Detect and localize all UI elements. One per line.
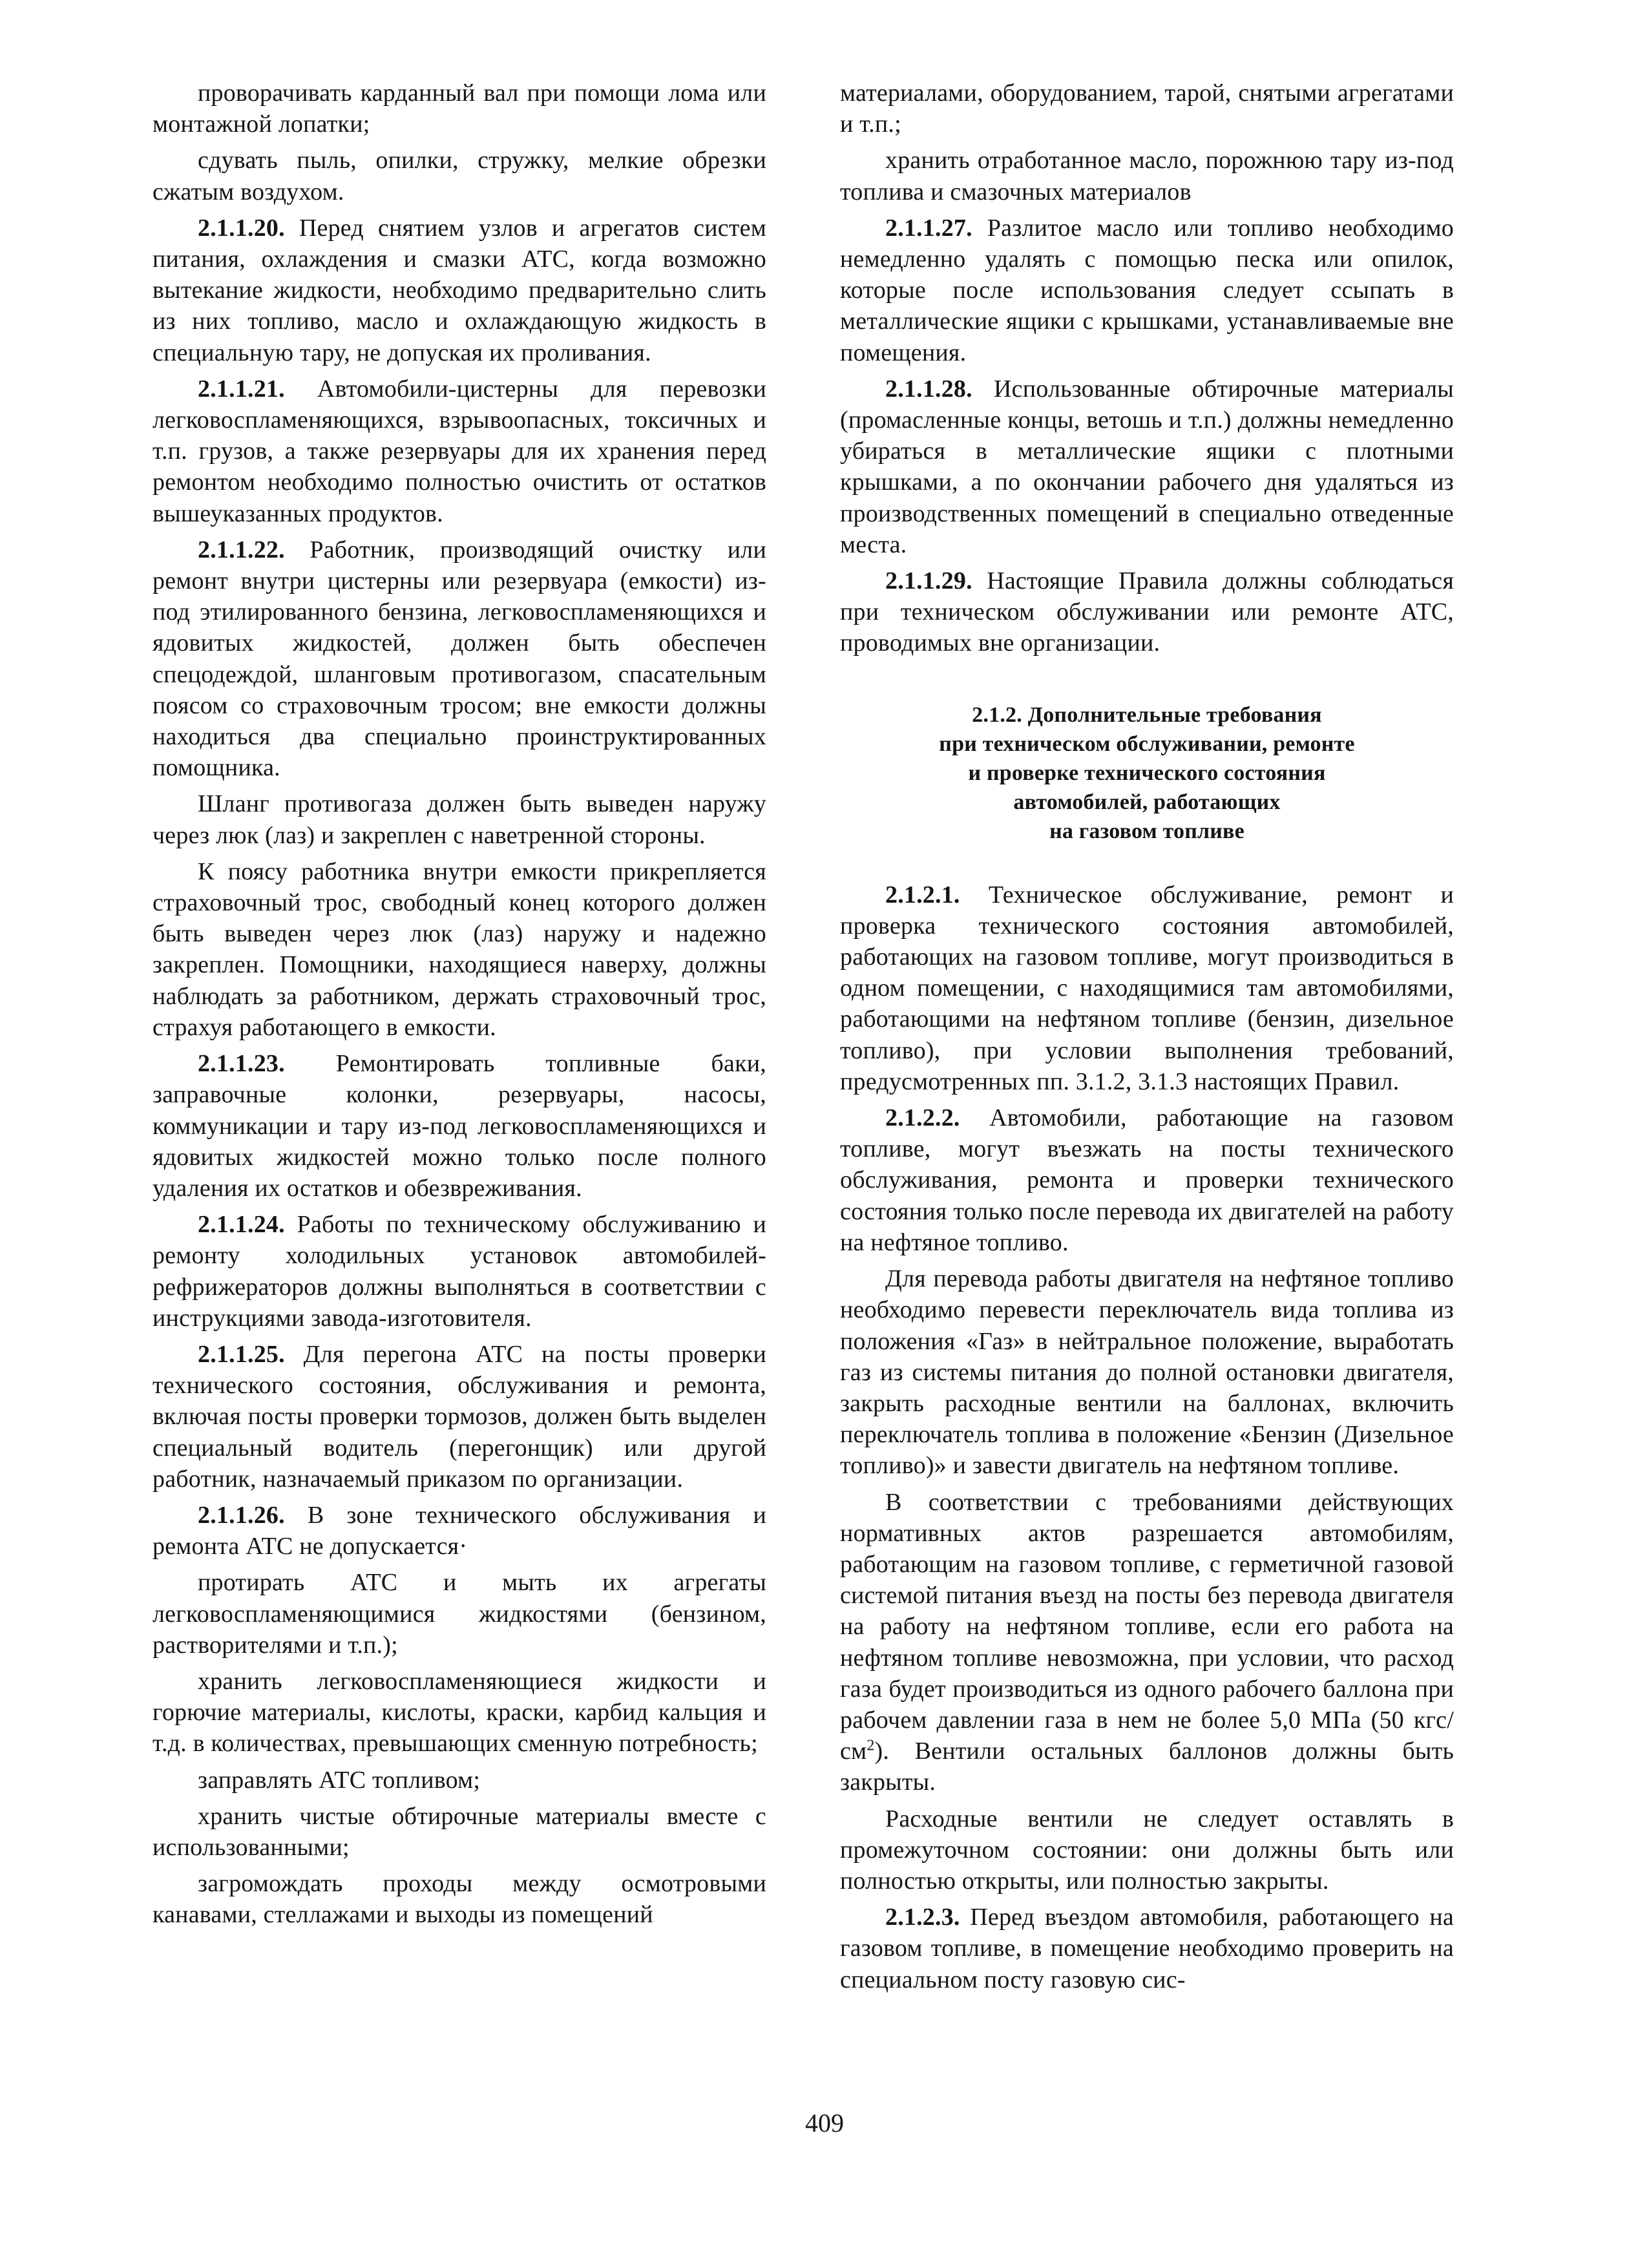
paragraph-text: Разлитое масло или топливо необходимо немедленно удалять с помощью песка или опилок, которые после использования следует ссыпать в металлические ящики с крышками, устанавливаемые вне помещения. <box>840 214 1454 366</box>
paragraph <box>152 213 766 368</box>
paragraph <box>840 1902 1454 1995</box>
paragraph <box>840 78 1454 140</box>
clause-number: 2.1.1.24. <box>198 1211 285 1239</box>
paragraph <box>152 145 766 207</box>
paragraph-text: проворачивать карданный вал при помощи лома или монтажной лопатки; <box>152 79 766 138</box>
clause-number: 2.1.1.25. <box>198 1340 285 1368</box>
paragraph <box>152 1209 766 1334</box>
paragraph <box>152 1765 766 1796</box>
paragraph-text: Расходные вентили не следует оставлять в промежуточном состоянии: они должны быть или полностью открыты, или полностью закрыты. <box>840 1805 1454 1895</box>
paragraph <box>152 1666 766 1759</box>
left-column <box>152 78 766 1931</box>
paragraph-text: Работник, производящий очистку или ремонт внутри цистерны или резервуара (емкости) из-под этилированного бензина, легковоспламеняющихся и ядовитых жидкостей, должен быть обеспечен спецодеждой, шланговым противогазом, спасательным поясом со страховочным тросом; вне емкости должны находиться два специально проинструктированных помощника. <box>152 536 766 782</box>
clause-number: 2.1.1.20. <box>198 214 285 242</box>
paragraph-text: Работы по техническому обслуживанию и ремонту холодильных установок автомобилей-рефрижераторов должны выполняться в соответствии с инструкциями завода-изготовителя. <box>152 1211 766 1332</box>
right-column <box>840 78 1454 1995</box>
paragraph <box>152 78 766 140</box>
paragraph <box>840 565 1454 659</box>
clause-number: 2.1.1.29. <box>885 567 972 595</box>
paragraph <box>152 1048 766 1204</box>
paragraph <box>152 788 766 850</box>
paragraph-text: сдувать пыль, опилки, стружку, мелкие обрезки сжатым воздухом. <box>152 147 766 205</box>
paragraph-text: загромождать проходы между осмотровыми канавами, стеллажами и выходы из помещений <box>152 1870 766 1929</box>
paragraph-text: хранить чистые обтирочные материалы вместе с использованными; <box>152 1802 766 1861</box>
paragraph-text: В соответствии с требованиями действующих нормативных актов разрешается автомобилям, работающим на газовом топливе, с герметичной газовой системой питания въезд на посты без перевода двигателя на работу на нефтяном топливе, если его работа на нефтяном топливе невозможна, при условии, что расход газа будет производиться из одного рабочего баллона при рабочем давлении газа в нем не более 5,0 МПа (50 кгс/см <box>840 1488 1454 1765</box>
paragraph-text: Для перегона АТС на посты проверки технического состояния, обслуживания и ремонта, включая посты проверки тормозов, должен быть выделен специальный водитель (перегонщик) или другой работник, назначаемый приказом по организации. <box>152 1340 766 1493</box>
paragraph <box>840 1102 1454 1258</box>
clause-number: 2.1.2.3. <box>885 1904 960 1931</box>
clause-number: 2.1.1.21. <box>198 375 285 403</box>
clause-number: 2.1.1.22. <box>198 536 285 563</box>
page-number: 409 <box>805 2108 844 2137</box>
right-column-bottom <box>840 879 1454 1995</box>
section-heading-line: автомобилей, работающих <box>1013 790 1281 814</box>
paragraph-text: заправлять АТС топливом; <box>198 1766 481 1794</box>
clause-number: 2.1.2.1. <box>885 881 960 908</box>
clause-number: 2.1.1.28. <box>885 375 972 403</box>
paragraph <box>840 1487 1454 1798</box>
paragraph-text: Шланг противогаза должен быть выведен наружу через люк (лаз) и закреплен с наветренной стороны. <box>152 790 766 849</box>
paragraph-text: Перед снятием узлов и агрегатов систем питания, охлаждения и смазки АТС, когда возможно вытекание жидкости, необходимо предварительно слить из них топливо, масло и охлаждающую жидкость в специальную тару, не допуская их проливания. <box>152 214 766 366</box>
paragraph-text: Настоящие Правила должны соблюдаться при техническом обслуживании или ремонте АТС, проводимых вне организации. <box>840 567 1454 657</box>
paragraph-text: К поясу работника внутри емкости прикрепляется страховочный трос, свободный конец которого должен быть выведен через люк (лаз) наружу и надежно закреплен. Помощники, находящиеся наверху, должны наблюдать за работником, держать страховочный трос, страхуя работающего в емкости. <box>152 857 766 1041</box>
section-heading-line: 2.1.2. Дополнительные требования <box>972 702 1322 727</box>
clause-number: 2.1.1.26. <box>198 1501 285 1529</box>
superscript: 2 <box>867 1737 875 1754</box>
paragraph <box>840 213 1454 368</box>
paragraph-text: материалами, оборудованием, тарой, снятыми агрегатами и т.п.; <box>840 79 1454 138</box>
paragraph <box>840 145 1454 207</box>
paragraph <box>840 879 1454 1097</box>
paragraph <box>152 1801 766 1863</box>
paragraph-text: Перед въездом автомобиля, работающего на газовом топливе, в помещение необходимо проверить на специальном посту газовую сис- <box>840 1904 1454 1993</box>
clause-number: 2.1.2.2. <box>885 1104 960 1132</box>
paragraph-text: Использованные обтирочные материалы (промасленные концы, ветошь и т.п.) должны немедленно убираться в металлические ящики с плотными крышками, а по окончании рабочего дня удаляться из производственных помещений в специально отведенные места. <box>840 375 1454 558</box>
paragraph <box>840 1803 1454 1897</box>
paragraph-text: В зоне технического обслуживания и ремонта АТС не допускается· <box>152 1501 766 1560</box>
paragraph-text: Автомобили, работающие на газовом топливе, могут въезжать на посты технического обслуживания, ремонта и проверки технического состояния только после перевода их двигателей на работу на нефтяное топливо. <box>840 1104 1454 1256</box>
clause-number: 2.1.1.27. <box>885 214 972 242</box>
paragraph-text: хранить отработанное масло, порожнюю тару из-под топлива и смазочных материалов <box>840 147 1454 205</box>
paragraph <box>152 373 766 529</box>
paragraph-text-tail: ). Вентили остальных баллонов должны быть закрыты. <box>840 1738 1454 1796</box>
paragraph-text: Автомобили-цистерны для перевозки легковоспламеняющихся, взрывоопасных, токсичных и т.п. грузов, а также резервуары для их хранения перед ремонтом необходимо полностью очистить от остатков вышеуказанных продуктов. <box>152 375 766 527</box>
paragraph <box>152 1868 766 1930</box>
paragraph <box>840 1263 1454 1481</box>
paragraph <box>152 856 766 1043</box>
paragraph-text: Ремонтировать топливные баки, заправочные колонки, резервуары, насосы, коммуникации и тару из-под легковоспламеняющихся и ядовитых жидкостей можно только после полного удаления их остатков и обезвреживания. <box>152 1050 766 1202</box>
paragraph <box>152 534 766 784</box>
paragraph-text: Техническое обслуживание, ремонт и проверка технического состояния автомобилей, работающих на газовом топливе, могут производиться в одном помещении, с находящимися там автомобилями, работающими на нефтяном топливе (бензин, дизельное топливо), при условии выполнения требований, предусмотренных пп. 3.1.2, 3.1.3 настоящих Правил. <box>840 881 1454 1095</box>
section-heading-line: на газовом топливе <box>1049 819 1245 843</box>
paragraph <box>152 1339 766 1495</box>
section-heading-line: и проверке технического состояния <box>968 761 1326 785</box>
paragraph <box>152 1500 766 1562</box>
section-heading <box>840 700 1454 846</box>
paragraph-text: хранить легковоспламеняющиеся жидкости и горючие материалы, кислоты, краски, карбид кальция и т.д. в количествах, превышающих сменную потребность; <box>152 1667 766 1758</box>
paragraph-text: Для перевода работы двигателя на нефтяное топливо необходимо перевести переключатель вида топлива из положения «Газ» в нейтральное положение, выработать газ из системы питания до полной остановки двигателя, закрыть расходные вентили на баллонах, включить переключатель топлива в положение «Бензин (Дизельное топливо)» и завести двигатель на нефтяном топливе. <box>840 1265 1454 1480</box>
paragraph <box>152 1567 766 1661</box>
right-column-top <box>840 78 1454 659</box>
clause-number: 2.1.1.23. <box>198 1050 285 1078</box>
section-heading-line: при техническом обслуживании, ремонте <box>939 731 1355 756</box>
paragraph <box>840 373 1454 560</box>
paragraph-text: протирать АТС и мыть их агрегаты легковоспламеняющимися жидкостями (бензином, растворителями и т.п.); <box>152 1569 766 1659</box>
